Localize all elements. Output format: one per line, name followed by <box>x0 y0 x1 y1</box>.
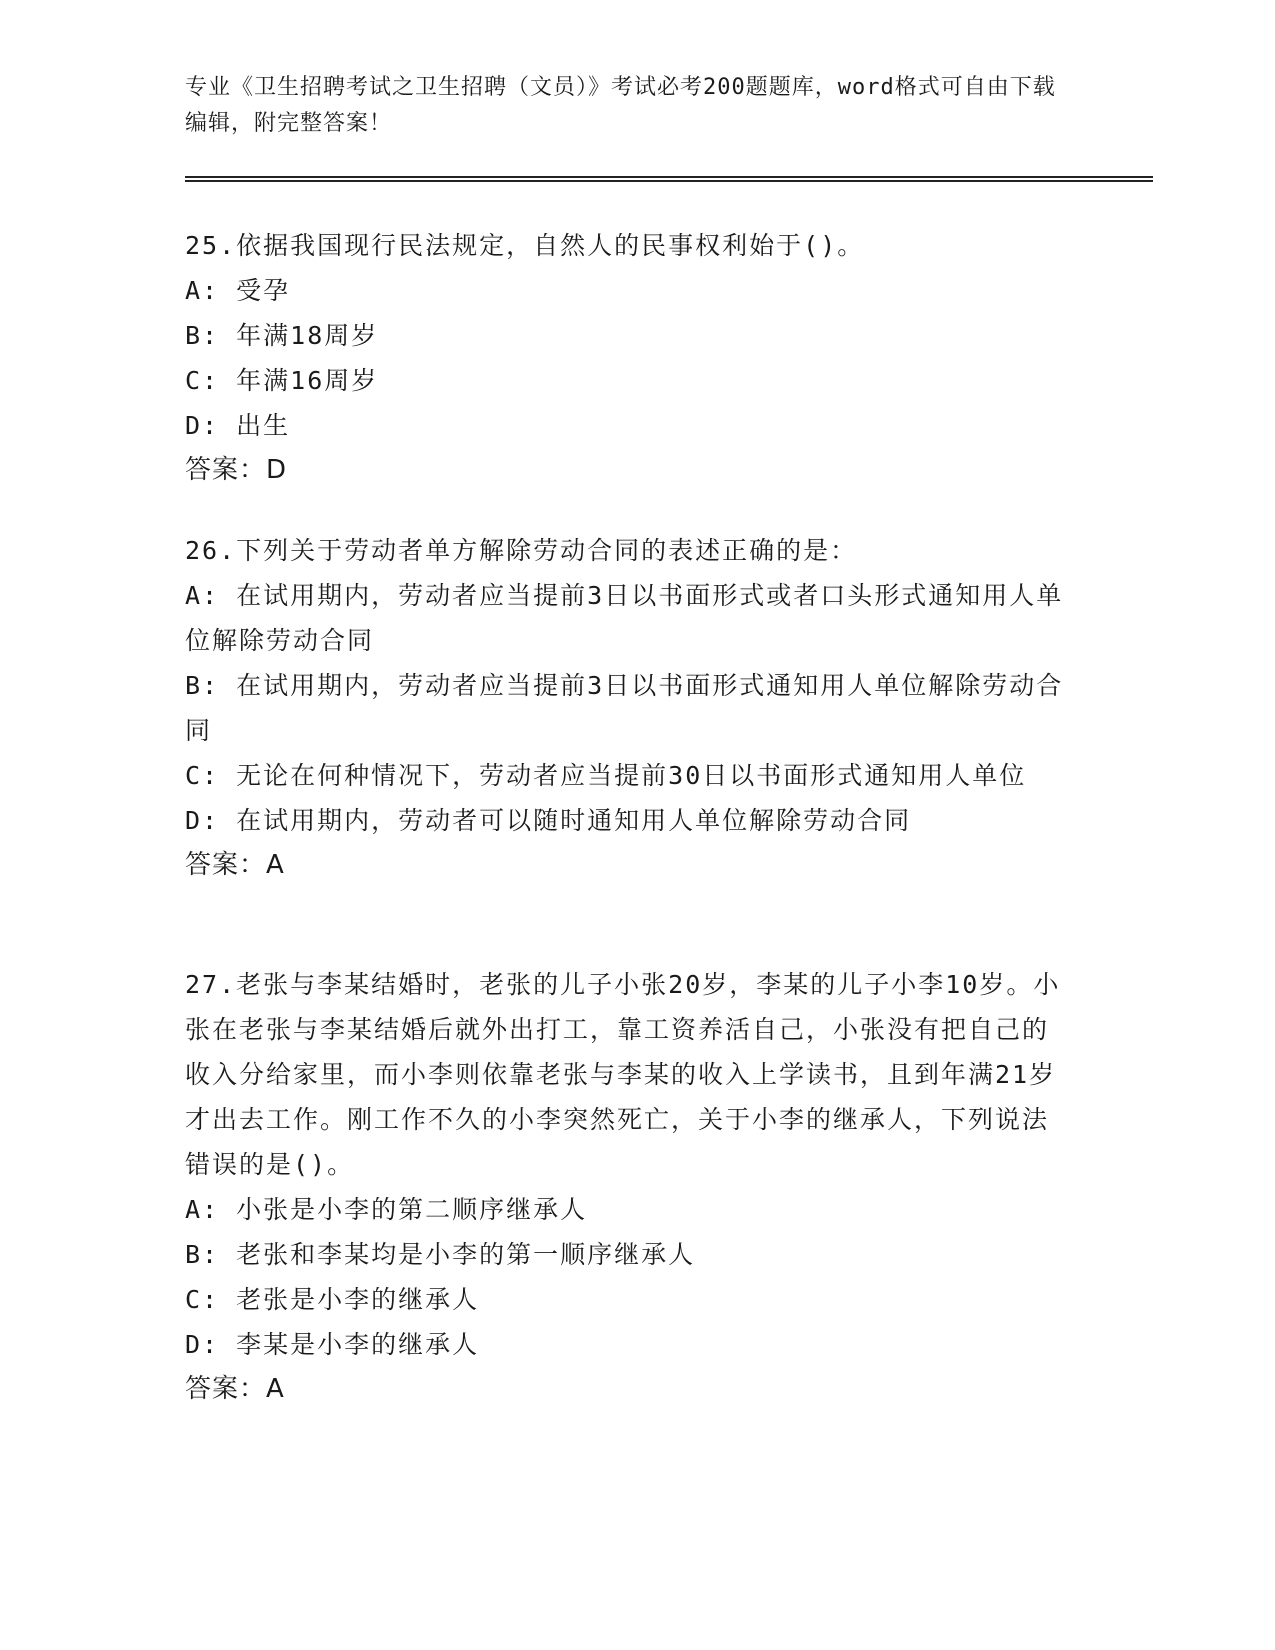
question-26 <box>185 528 1065 888</box>
option-b: B: 老张和李某均是小李的第一顺序继承人 <box>185 1240 696 1269</box>
option-d: D: 李某是小李的继承人 <box>185 1330 480 1359</box>
question-stem: 26.下列关于劳动者单方解除劳动合同的表述正确的是： <box>185 536 858 565</box>
answer-line: 答案：D <box>185 455 288 485</box>
option-d: D: 出生 <box>185 411 291 440</box>
question-stem: 27.老张与李某结婚时，老张的儿子小张20岁，李某的儿子小李10岁。小张在老张与李某结婚后就外出打工，靠工资养活自己，小张没有把自己的收入分给家里，而小李则依靠老张与李某的收入上学读书，且到年满21岁才出去工作。刚工作不久的小李突然死亡，关于小李的继承人，下列说法错误的是()。 <box>185 970 1061 1179</box>
double-rule-divider <box>185 176 1153 182</box>
option-c: C: 老张是小李的继承人 <box>185 1285 480 1314</box>
option-b: B: 年满18周岁 <box>185 321 379 350</box>
question-25 <box>185 223 1065 493</box>
header-note: 专业《卫生招聘考试之卫生招聘（文员）》考试必考200题题库，word格式可自由下载编辑，附完整答案！ <box>185 75 1056 136</box>
option-b: B: 在试用期内，劳动者应当提前3日以书面形式通知用人单位解除劳动合同 <box>185 671 1064 745</box>
option-d: D: 在试用期内，劳动者可以随时通知用人单位解除劳动合同 <box>185 806 912 835</box>
option-a: A: 小张是小李的第二顺序继承人 <box>185 1195 588 1224</box>
option-a: A: 在试用期内，劳动者应当提前3日以书面形式或者口头形式通知用人单位解除劳动合同 <box>185 581 1064 655</box>
option-a: A: 受孕 <box>185 276 291 305</box>
answer-line: 答案：A <box>185 1374 285 1404</box>
question-27 <box>185 962 1065 1412</box>
answer-line: 答案：A <box>185 850 285 880</box>
question-stem: 25.依据我国现行民法规定，自然人的民事权利始于()。 <box>185 231 865 260</box>
option-c: C: 年满16周岁 <box>185 366 379 395</box>
option-c: C: 无论在何种情况下，劳动者应当提前30日以书面形式通知用人单位 <box>185 761 1027 790</box>
